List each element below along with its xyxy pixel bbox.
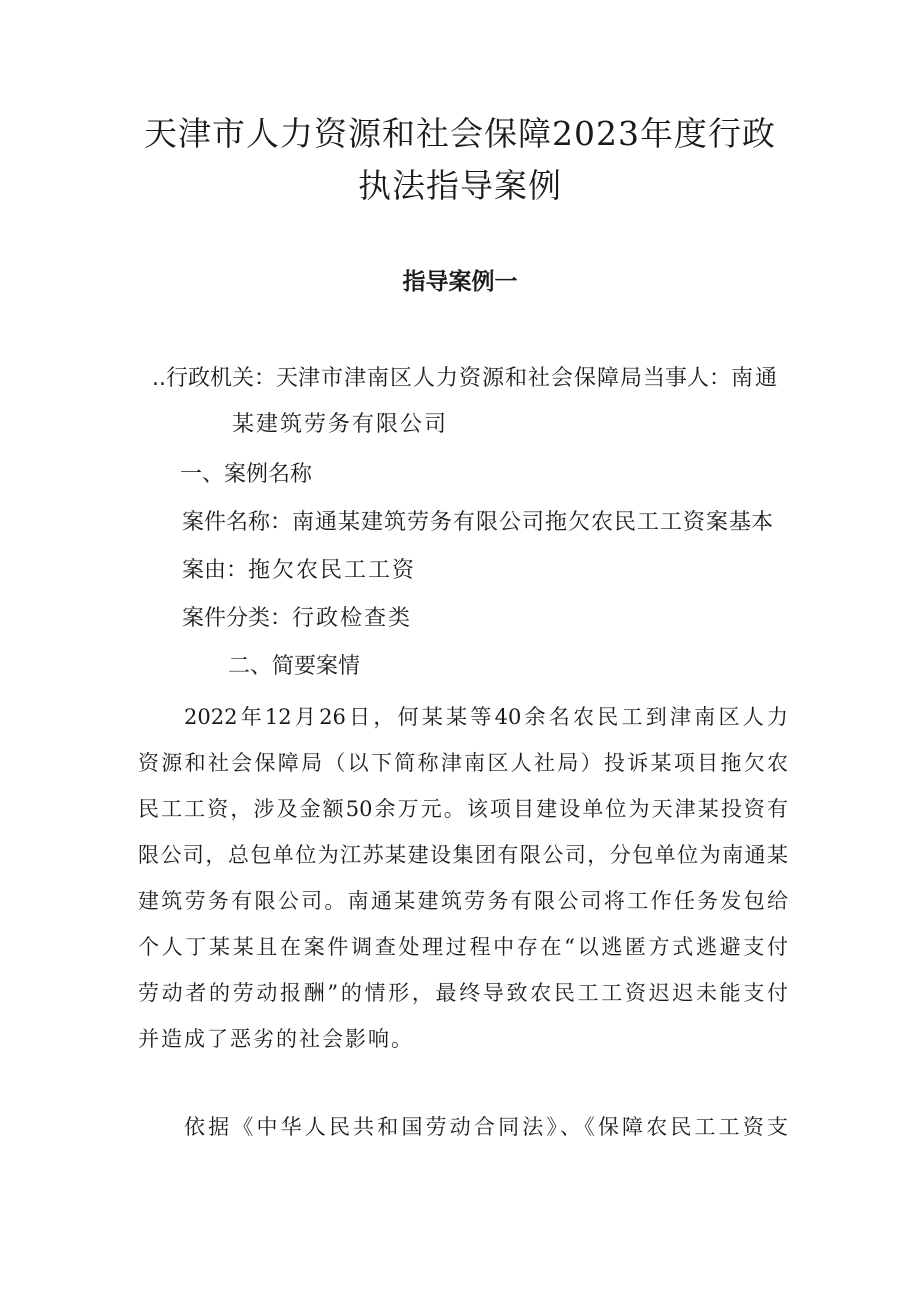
case-name-value: 南通某建筑劳务有限公司拖欠农民工工资案: [292, 510, 730, 535]
paragraph-line: 限公司，总包单位为江苏某建设集团有限公司，分包单位为南通某: [138, 843, 788, 867]
category-label: 案件分类：: [182, 606, 293, 631]
paragraph-line: 个人丁某某且在案件调查处理过程中存在“以逃匿方式逃避支付: [138, 935, 788, 959]
paragraph-line: 并造成了恶劣的社会影响。: [138, 1027, 414, 1051]
category-value: 行政检查类: [292, 606, 413, 631]
paragraph-line: 资源和社会保障局（以下简称津南区人社局）投诉某项目拖欠农: [138, 751, 788, 775]
cause-value: 拖欠农民工工资: [248, 558, 417, 583]
document-title-line-1: 天津市人力资源和社会保障2023年度行政: [144, 114, 776, 153]
agency-name: 津市津南区人力资源和社会保障局: [298, 366, 644, 391]
category-line: [182, 602, 412, 636]
cause-line: [182, 554, 416, 588]
agency-first-char: 天: [276, 366, 299, 391]
case-subtitle: 指导案例一: [402, 269, 518, 295]
paragraph-line: 建筑劳务有限公司。南通某建筑劳务有限公司将工作任务发包给: [138, 889, 788, 913]
case-name-line: [182, 506, 773, 540]
document-title-line-2: 执法指导案例: [358, 166, 562, 205]
cause-label: 案由：: [182, 558, 249, 583]
paragraph-legal-basis-line: 依据《中华人民共和国劳动合同法》、《保障农民工工资支: [184, 1115, 788, 1139]
case-name-label: 案件名称：: [182, 510, 293, 535]
agency-line: [152, 362, 779, 396]
section-heading-brief-facts: 二、简要案情: [228, 654, 361, 679]
party-name-start: 南通: [731, 366, 780, 391]
case-name-tail: 基本: [729, 510, 774, 535]
agency-label: ..行政机关：: [152, 366, 276, 391]
paragraph-line: 劳动者的劳动报酬”的情形，最终导致农民工工资迟迟未能支付: [138, 981, 788, 1005]
paragraph-line: 2022年12月26日，何某某等40余名农民工到津南区人力: [184, 705, 788, 729]
party-name-continued: 某建筑劳务有限公司: [232, 412, 449, 437]
party-label: 当事人：: [643, 366, 732, 391]
section-heading-case-name: 一、案例名称: [180, 462, 313, 487]
paragraph-line: 民工工资，涉及金额50余万元。该项目建设单位为天津某投资有: [138, 797, 788, 821]
